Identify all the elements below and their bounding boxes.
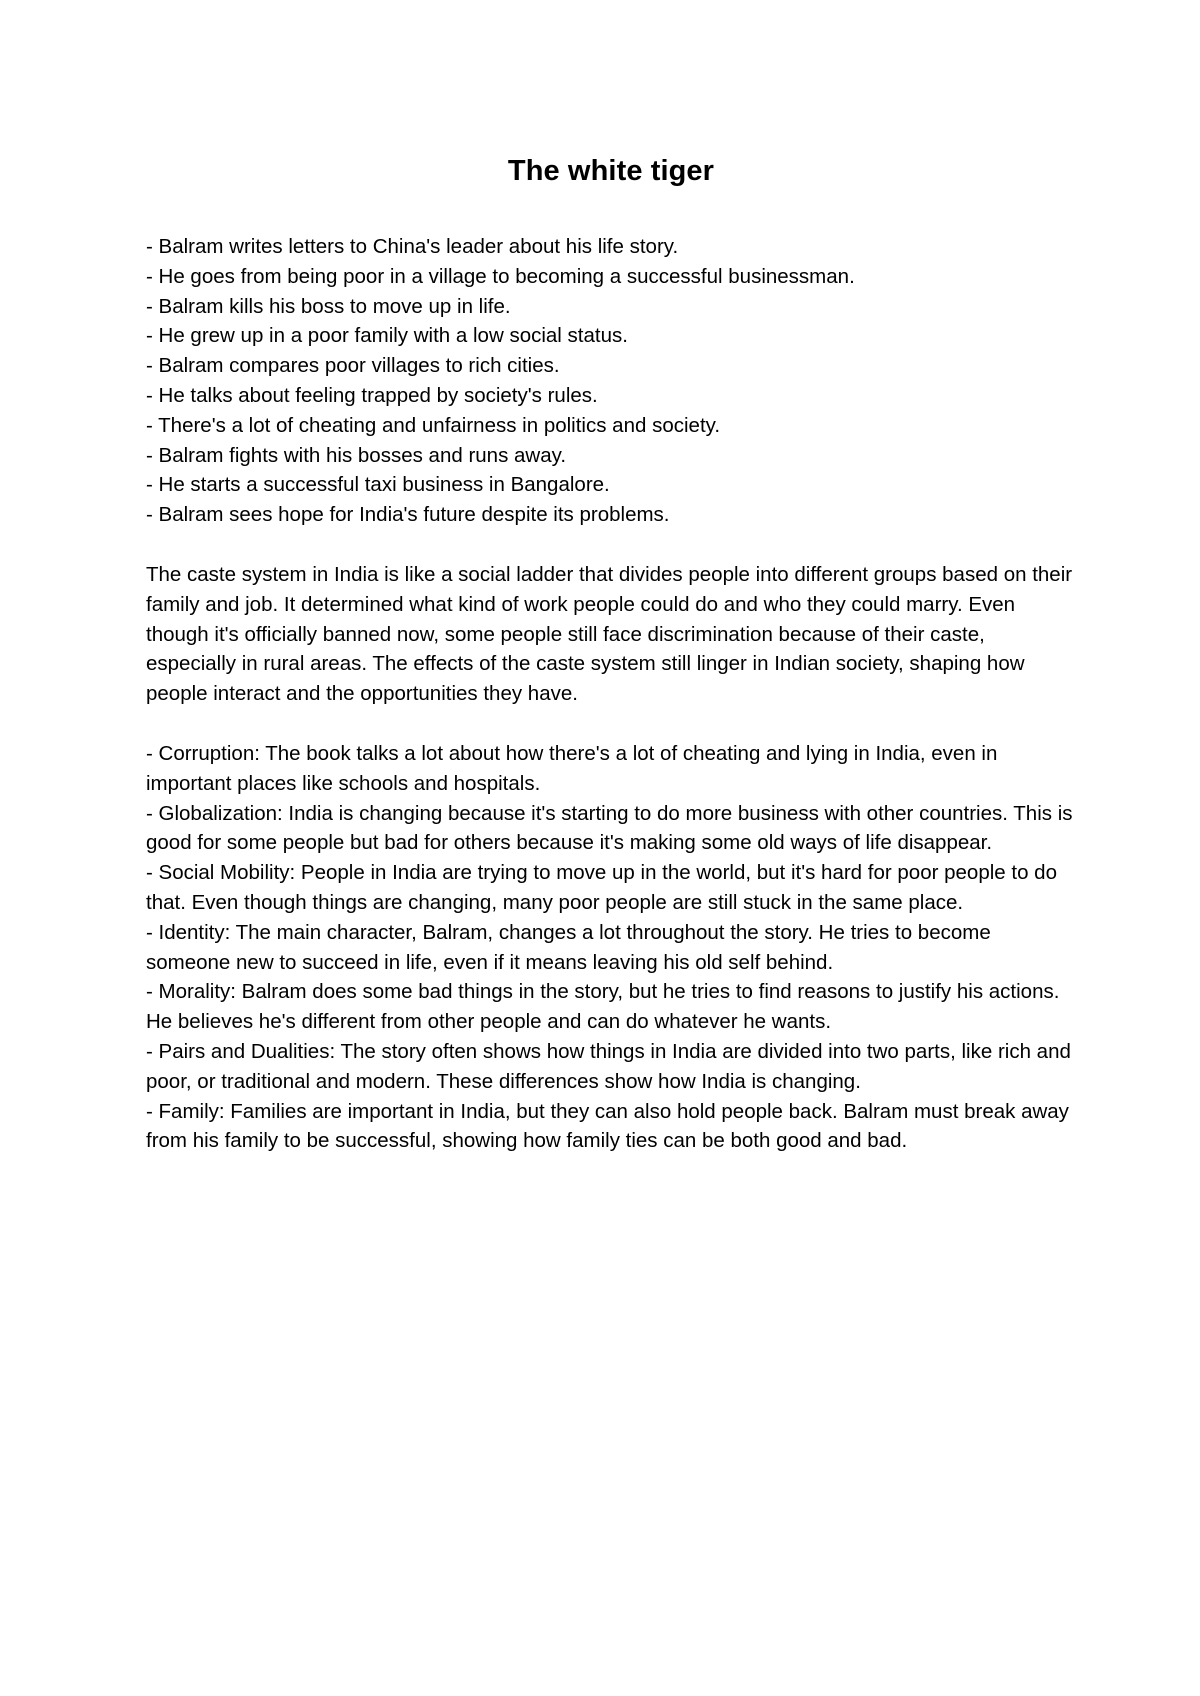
summary-item: - Balram sees hope for India's future despite its problems. <box>146 503 670 527</box>
summary-item: - There's a lot of cheating and unfairness in politics and society. <box>146 413 721 437</box>
summary-item: - Balram compares poor villages to rich cities. <box>146 354 560 378</box>
themes-list <box>146 739 1076 1156</box>
summary-item: - He talks about feeling trapped by society's rules. <box>146 383 598 407</box>
summary-item: - He grew up in a poor family with a low social status. <box>146 324 628 348</box>
theme-item: - Morality: Balram does some bad things in the story, but he tries to find reasons to justify his actions. He believes he's different from other people and can do whatever he wants. <box>146 980 1060 1034</box>
summary-item: - Balram kills his boss to move up in life. <box>146 294 511 318</box>
theme-item: - Identity: The main character, Balram, changes a lot throughout the story. He tries to become someone new to succeed in life, even if it means leaving his old self behind. <box>146 920 991 974</box>
theme-item: - Globalization: India is changing because it's starting to do more business with other countries. This is good for some people but bad for others because it's making some old ways of life disappear. <box>146 801 1073 855</box>
document-content <box>146 146 1076 1156</box>
document-title: The white tiger <box>507 155 715 187</box>
theme-item: - Family: Families are important in India, but they can also hold people back. Balram must break away from his family to be successful, showing how family ties can be both good and bad. <box>146 1099 1069 1153</box>
caste-system-paragraph: The caste system in India is like a social ladder that divides people into different groups based on their family and job. It determined what kind of work people could do and who they could marry. Even though it's officially banned now, some people still face discrimination because of their caste, especially in rural areas. The effects of the caste system still linger in Indian society, shaping how people interact and the opportunities they have. <box>146 562 1073 706</box>
theme-item: - Social Mobility: People in India are trying to move up in the world, but it's hard for poor people to do that. Even though things are changing, many poor people are still stuck in the same place. <box>146 861 1057 914</box>
theme-item: - Corruption: The book talks a lot about how there's a lot of cheating and lying in India, even in important places like schools and hospitals. <box>146 741 998 795</box>
summary-item: - He goes from being poor in a village to becoming a successful businessman. <box>146 264 855 288</box>
theme-item: - Pairs and Dualities: The story often shows how things in India are divided into two parts, like rich and poor, or traditional and modern. These differences show how India is changing. <box>146 1039 1071 1093</box>
summary-item: - He starts a successful taxi business in Bangalore. <box>146 473 610 497</box>
summary-list <box>146 232 1076 530</box>
summary-item: - Balram fights with his bosses and runs away. <box>146 443 567 467</box>
summary-item: - Balram writes letters to China's leader about his life story. <box>146 235 679 258</box>
